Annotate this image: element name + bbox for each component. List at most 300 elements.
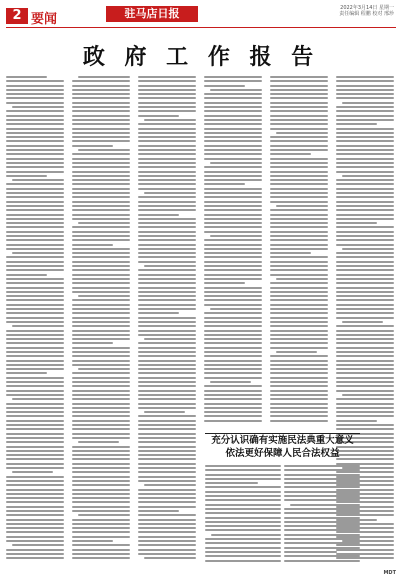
text-line [336, 407, 394, 409]
text-line [336, 201, 394, 203]
text-line [270, 338, 328, 340]
text-line [6, 171, 64, 173]
text-line [6, 527, 64, 529]
text-line [138, 476, 196, 478]
text-line [270, 153, 311, 155]
text-line [205, 547, 281, 549]
text-line [336, 299, 394, 301]
text-line [138, 523, 196, 525]
text-line [12, 544, 64, 546]
article-title: 政 府 工 作 报 告 [82, 44, 320, 70]
text-line [336, 244, 394, 246]
text-line [210, 381, 251, 383]
text-line [270, 304, 328, 306]
text-line [204, 183, 245, 185]
text-line [204, 140, 262, 142]
text-line [6, 484, 64, 486]
text-line [138, 274, 196, 276]
newspaper-masthead: 驻马店日报 [106, 6, 198, 22]
text-line [138, 269, 196, 271]
text-line [336, 330, 394, 332]
text-line [6, 549, 64, 551]
text-line [72, 248, 130, 250]
text-line [72, 136, 130, 138]
text-line [270, 355, 328, 357]
text-line [270, 325, 328, 327]
text-line [270, 162, 328, 164]
text-line [210, 235, 262, 237]
text-line [336, 226, 394, 228]
text-line [138, 334, 196, 336]
text-line [336, 97, 394, 99]
text-line [204, 347, 262, 349]
text-line [284, 517, 360, 519]
text-line [336, 252, 394, 254]
text-line [138, 437, 196, 439]
text-line [72, 411, 130, 413]
text-line [284, 525, 360, 527]
text-line [284, 478, 360, 480]
text-line [336, 269, 394, 271]
text-line [138, 424, 196, 426]
text-line [204, 201, 262, 203]
text-line [204, 325, 262, 327]
text-line [270, 145, 328, 147]
text-line [72, 394, 130, 396]
text-line [72, 454, 130, 456]
text-line [6, 209, 64, 211]
text-line [204, 304, 262, 306]
text-line [270, 274, 328, 276]
text-line [270, 364, 328, 366]
text-line [138, 480, 196, 482]
text-line [204, 175, 262, 177]
text-line [6, 128, 64, 130]
text-line [138, 514, 196, 516]
text-line [284, 486, 360, 488]
text-line [204, 85, 245, 87]
text-line [270, 175, 328, 177]
text-line [204, 355, 262, 357]
text-line [204, 239, 262, 241]
text-line [138, 295, 196, 297]
text-line [72, 256, 130, 258]
text-line [6, 463, 64, 465]
text-line [6, 372, 47, 374]
text-line [6, 557, 64, 559]
text-line [138, 381, 196, 383]
text-line [6, 458, 64, 460]
text-line [204, 132, 262, 134]
text-line [72, 342, 113, 344]
text-line [205, 525, 281, 527]
text-line [204, 97, 262, 99]
text-line [205, 499, 281, 501]
text-line [336, 261, 394, 263]
text-line [270, 76, 328, 78]
text-line [204, 80, 262, 82]
text-line [284, 474, 360, 476]
text-line [204, 106, 262, 108]
text-line [336, 196, 394, 198]
text-line [204, 377, 262, 379]
text-line [270, 188, 328, 190]
text-line [72, 106, 130, 108]
text-line [336, 239, 394, 241]
text-line [138, 106, 196, 108]
text-line [204, 171, 262, 173]
text-line [270, 403, 328, 405]
text-line [270, 171, 328, 173]
text-line [6, 317, 64, 319]
text-line [270, 123, 328, 125]
text-line [12, 106, 64, 108]
text-line [211, 534, 281, 536]
text-line [204, 128, 262, 130]
text-line [6, 132, 64, 134]
text-line [204, 351, 262, 353]
text-line [72, 467, 130, 469]
text-line [336, 183, 394, 185]
text-line [6, 149, 64, 151]
text-line [72, 347, 130, 349]
text-line [270, 368, 328, 370]
text-line [270, 299, 328, 301]
text-line [210, 162, 262, 164]
text-line [204, 360, 262, 362]
text-line [6, 330, 64, 332]
text-line [72, 201, 130, 203]
text-line [336, 428, 394, 430]
text-line [270, 420, 328, 422]
text-line [336, 76, 394, 78]
text-line [336, 115, 394, 117]
text-line [205, 486, 281, 488]
text-line [204, 368, 262, 370]
text-line [138, 531, 196, 533]
text-line [72, 424, 130, 426]
text-line [204, 158, 262, 160]
text-line [72, 325, 130, 327]
section-name: 要闻 [31, 12, 58, 27]
text-line [6, 188, 64, 190]
text-line [72, 218, 130, 220]
text-line [6, 476, 64, 478]
text-line [72, 536, 130, 538]
text-line [138, 377, 196, 379]
text-line [270, 149, 328, 151]
text-line [204, 278, 262, 280]
text-line [284, 465, 360, 467]
text-line [6, 162, 64, 164]
body-column-1 [6, 76, 64, 566]
text-line [204, 398, 262, 400]
text-line [72, 437, 130, 439]
text-line [270, 179, 328, 181]
text-line [138, 368, 196, 370]
text-line [72, 364, 130, 366]
text-line [6, 450, 64, 452]
text-line [270, 342, 328, 344]
text-line [270, 398, 328, 400]
text-line [6, 123, 64, 125]
text-line [72, 458, 130, 460]
text-line [72, 428, 130, 430]
text-line [138, 261, 196, 263]
text-line [204, 291, 262, 293]
text-line [204, 364, 262, 366]
text-line [72, 544, 130, 546]
text-line [72, 506, 130, 508]
text-line [6, 342, 64, 344]
text-line [144, 265, 196, 267]
body-column-2 [72, 76, 130, 566]
text-line [138, 205, 196, 207]
text-line [270, 128, 328, 130]
text-line [6, 239, 64, 241]
text-line [138, 140, 196, 142]
text-line [336, 360, 394, 362]
text-line [144, 338, 196, 340]
text-line [138, 372, 196, 374]
text-line [72, 330, 130, 332]
text-line [270, 140, 328, 142]
text-line [204, 222, 262, 224]
text-line [6, 175, 47, 177]
text-line [270, 119, 328, 121]
text-line [270, 252, 311, 254]
text-line [205, 521, 281, 523]
text-line [204, 115, 262, 117]
text-line [138, 519, 196, 521]
text-line [336, 145, 394, 147]
text-line [72, 226, 130, 228]
text-line [6, 424, 64, 426]
text-line [270, 235, 328, 237]
text-line [138, 553, 196, 555]
text-line [336, 398, 394, 400]
text-line [204, 192, 262, 194]
text-line [138, 218, 196, 220]
text-line [138, 403, 196, 405]
text-line [138, 282, 196, 284]
text-line [6, 93, 64, 95]
text-line [72, 304, 130, 306]
text-line [72, 484, 130, 486]
text-line [138, 80, 196, 82]
text-line [205, 542, 281, 544]
text-line [72, 239, 130, 241]
text-line [72, 85, 130, 87]
text-line [138, 385, 196, 387]
text-line [78, 222, 130, 224]
text-line [336, 325, 394, 327]
text-line [72, 179, 130, 181]
text-line [6, 531, 64, 533]
text-line [138, 467, 196, 469]
text-line [342, 102, 394, 104]
text-line [270, 166, 328, 168]
text-line [205, 478, 281, 480]
text-line [72, 385, 130, 387]
text-line [138, 278, 196, 280]
text-line [72, 123, 130, 125]
text-line [72, 274, 130, 276]
text-line [6, 261, 64, 263]
text-line [270, 308, 328, 310]
text-line [138, 209, 196, 211]
text-line [6, 420, 64, 422]
text-line [6, 347, 64, 349]
text-line [72, 196, 130, 198]
text-line [138, 132, 196, 134]
page-number: 2 [6, 8, 28, 24]
text-line [72, 89, 130, 91]
text-line [336, 385, 394, 387]
text-line [138, 110, 196, 112]
text-line [270, 415, 328, 417]
text-line [336, 192, 394, 194]
text-line [6, 201, 64, 203]
text-line [270, 321, 328, 323]
text-line [72, 145, 113, 147]
text-line [138, 433, 196, 435]
text-line [6, 140, 64, 142]
text-line [138, 454, 196, 456]
text-line [6, 433, 64, 435]
text-line [270, 360, 328, 362]
text-line [138, 222, 196, 224]
text-line [336, 312, 394, 314]
text-line [6, 536, 64, 538]
issue-date: 2022年3月14日 星期一 [340, 5, 394, 11]
text-line [336, 278, 394, 280]
text-line [336, 166, 394, 168]
text-line [204, 214, 262, 216]
text-line [138, 76, 196, 78]
text-line [204, 76, 262, 78]
text-line [72, 171, 130, 173]
text-line [336, 364, 394, 366]
text-line [204, 188, 262, 190]
text-line [204, 102, 262, 104]
text-line [204, 330, 262, 332]
text-line [6, 119, 64, 121]
text-line [6, 403, 64, 405]
text-line [204, 231, 262, 233]
text-line [72, 540, 113, 542]
text-line [72, 119, 130, 121]
text-line [6, 446, 64, 448]
text-line [138, 304, 196, 306]
text-line [72, 261, 130, 263]
text-line [6, 514, 64, 516]
text-line [270, 394, 328, 396]
text-line [204, 312, 262, 314]
text-line [72, 351, 130, 353]
text-line [204, 317, 262, 319]
text-line [336, 89, 394, 91]
text-line [138, 527, 196, 529]
text-line [138, 506, 196, 508]
text-line [336, 381, 394, 383]
text-line [138, 179, 196, 181]
text-line [138, 347, 196, 349]
text-line [72, 214, 130, 216]
text-line [336, 372, 394, 374]
related-column-1 [205, 465, 281, 565]
text-line [336, 136, 394, 138]
text-line [204, 196, 262, 198]
text-line [72, 244, 113, 246]
text-line [336, 132, 394, 134]
text-line [72, 235, 130, 237]
text-line [270, 209, 328, 211]
text-line [6, 381, 64, 383]
text-line [336, 355, 394, 357]
text-line [72, 321, 130, 323]
text-line [144, 411, 185, 413]
text-line [72, 510, 130, 512]
text-line [336, 338, 394, 340]
text-line [204, 149, 262, 151]
text-line [138, 364, 196, 366]
text-line [205, 491, 281, 493]
text-line [6, 390, 64, 392]
text-line [270, 226, 328, 228]
text-line [6, 540, 64, 542]
text-line [72, 463, 130, 465]
text-line [138, 196, 196, 198]
text-line [72, 489, 130, 491]
text-line [138, 214, 179, 216]
text-line [138, 149, 196, 151]
text-line [276, 351, 317, 353]
text-line [270, 102, 328, 104]
text-line [270, 291, 328, 293]
text-line [204, 261, 262, 263]
text-line [138, 89, 196, 91]
text-line [336, 291, 394, 293]
text-line [72, 80, 130, 82]
text-line [6, 145, 64, 147]
text-line [204, 407, 262, 409]
text-line [72, 549, 130, 551]
text-line [6, 274, 47, 276]
text-line [72, 166, 130, 168]
text-line [205, 512, 281, 514]
text-line [336, 123, 377, 125]
text-line [138, 493, 196, 495]
text-line [336, 415, 394, 417]
text-line [6, 115, 64, 117]
text-line [204, 287, 262, 289]
text-line [72, 110, 130, 112]
text-line [138, 226, 196, 228]
text-line [138, 158, 196, 160]
text-line [6, 489, 64, 491]
text-line [138, 446, 196, 448]
text-line [138, 299, 196, 301]
text-line [6, 437, 64, 439]
text-line [72, 553, 130, 555]
text-line [138, 317, 196, 319]
text-line [284, 547, 360, 549]
text-line [138, 321, 196, 323]
text-line [336, 235, 394, 237]
text-line [6, 196, 64, 198]
text-line [336, 149, 394, 151]
